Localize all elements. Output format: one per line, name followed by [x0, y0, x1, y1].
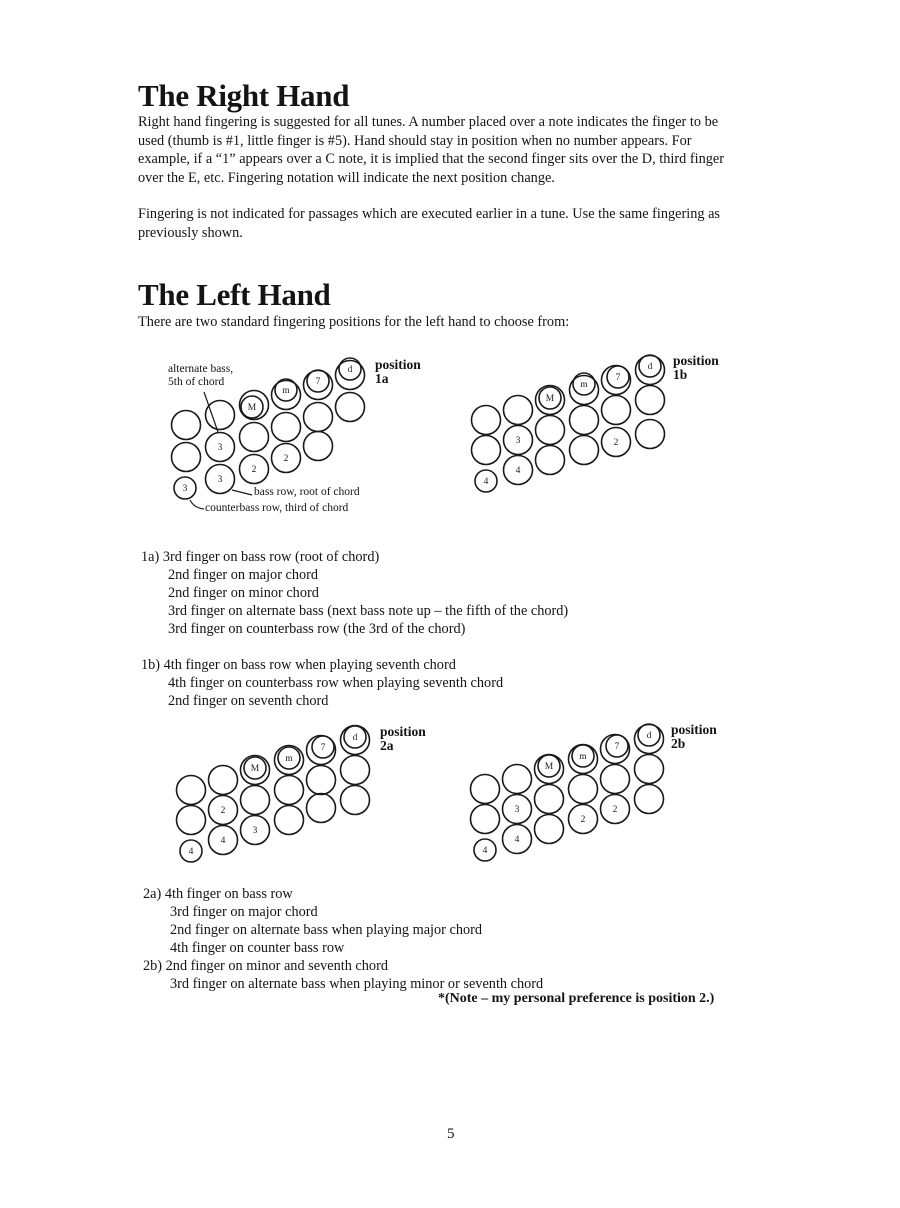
finger-label: 4 — [220, 836, 226, 846]
button-label-d: d — [647, 362, 653, 372]
left-hand-intro: There are two standard fingering positions for the left hand to choose from: — [138, 314, 570, 330]
finger-label: 2 — [251, 465, 257, 475]
button-label-M: M — [250, 764, 260, 774]
label-position-2b: position 2b — [671, 722, 717, 751]
button-label-m: m — [579, 752, 587, 762]
notes-2a: 2a) 4th finger on bass row 3rd finger on major chord 2nd finger on alternate bass when playing major chord 4th finger on counter bass row — [143, 886, 483, 956]
button-label-seven: 7 — [614, 742, 620, 752]
button-label-M: M — [247, 403, 257, 413]
diagram-position-2b — [459, 719, 679, 869]
finger-label: 4 — [188, 847, 194, 857]
diagram-position-2a — [165, 720, 385, 870]
finger-label: 3 — [252, 826, 258, 836]
finger-label: 2 — [220, 806, 226, 816]
right-hand-paragraph-1: Right hand fingering is suggested for all tunes. A number placed over a note indicates the finger to be used (thumb is #1, little finger is #5). Hand should stay in position when no number appears. For example, if a “1” appears over a C note, it is implied that the second finger sits over the D, third finger over the E, etc. Fingering notation will indicate the next position change. — [138, 114, 724, 186]
button-label-m: m — [580, 380, 588, 390]
finger-label: 3 — [217, 475, 223, 485]
button-label-d: d — [347, 365, 353, 375]
notes-2b: 2b) 2nd finger on minor and seventh chord 3rd finger on alternate bass when playing minor or seventh chord — [143, 958, 544, 992]
finger-label: 2 — [580, 815, 586, 825]
finger-label: 2 — [612, 805, 618, 815]
button-label-seven: 7 — [615, 373, 621, 383]
finger-label: 3 — [182, 484, 188, 494]
button-label-M: M — [544, 762, 554, 772]
finger-label: 4 — [514, 835, 520, 845]
diagram-position-1b — [460, 350, 680, 500]
notes-1b: 1b) 4th finger on bass row when playing seventh chord 4th finger on counterbass row when playing seventh chord 2nd finger on seventh chord — [141, 657, 504, 709]
button-label-M: M — [545, 394, 555, 404]
finger-label: 2 — [283, 454, 289, 464]
button-label-d: d — [352, 733, 358, 743]
preference-note: *(Note – my personal preference is position 2.) — [438, 991, 715, 1006]
right-hand-paragraph-2: Fingering is not indicated for passages which are executed earlier in a tune. Use the same fingering as previously shown. — [138, 206, 720, 241]
annotation-counterbass-row: counterbass row, third of chord — [205, 502, 349, 514]
finger-label: 3 — [514, 805, 520, 815]
finger-label: 3 — [515, 436, 521, 446]
label-position-1a: position 1a — [375, 357, 421, 386]
finger-label: 4 — [483, 477, 489, 487]
right-hand-heading: The Right Hand — [138, 78, 350, 113]
button-label-seven: 7 — [320, 743, 326, 753]
button-label-d: d — [646, 731, 652, 741]
button-label-m: m — [285, 754, 293, 764]
notes-1a: 1a) 3rd finger on bass row (root of chord) 2nd finger on major chord 2nd finger on minor chord 3rd finger on alternate bass (next bass note up – the fifth of the chord) 3rd finger on counterbass row (the 3rd of the chord) — [141, 549, 569, 637]
button-label-m: m — [282, 386, 290, 396]
button-label-seven: 7 — [315, 377, 321, 387]
label-position-1b: position 1b — [673, 353, 719, 382]
annotation-bass-row: bass row, root of chord — [254, 486, 360, 498]
finger-label: 2 — [613, 438, 619, 448]
page-number: 5 — [447, 1126, 455, 1142]
finger-label: 4 — [515, 466, 521, 476]
finger-label: 3 — [217, 443, 223, 453]
annotation-alternate-bass: alternate bass, 5th of chord — [168, 363, 234, 388]
left-hand-heading: The Left Hand — [138, 277, 331, 312]
label-position-2a: position 2a — [380, 724, 426, 753]
finger-label: 4 — [482, 846, 488, 856]
